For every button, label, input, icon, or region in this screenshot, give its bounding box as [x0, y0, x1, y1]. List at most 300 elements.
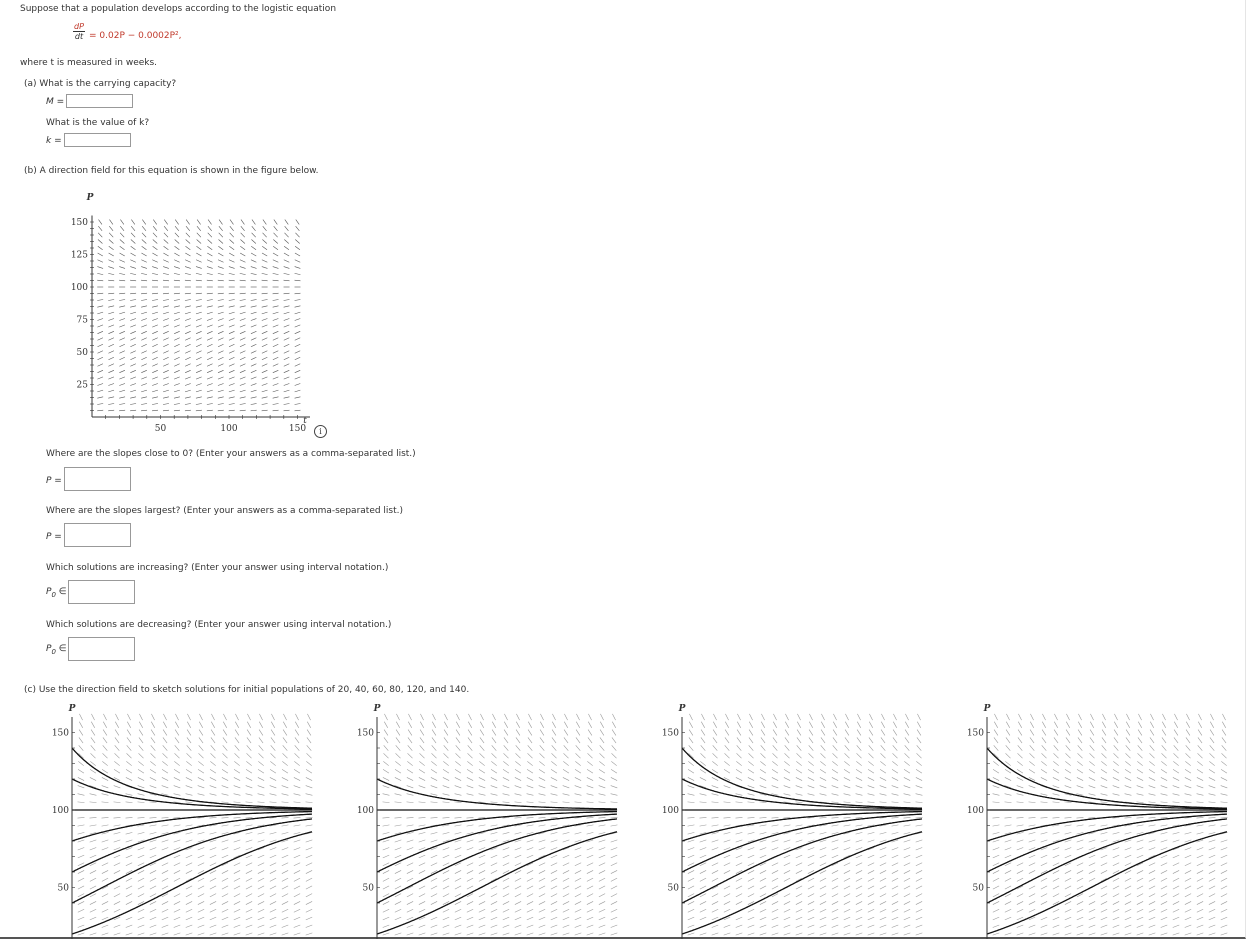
slope-segment: [820, 817, 827, 818]
slope-segment: [152, 293, 158, 294]
slope-segment: [905, 737, 909, 743]
slope-segment: [1185, 933, 1192, 935]
slopes-largest-input[interactable]: [64, 523, 131, 547]
slope-segment: [1221, 817, 1228, 818]
slope-segment: [395, 794, 402, 796]
slope-segment: [712, 917, 718, 920]
slope-segment: [1197, 933, 1204, 935]
slope-segment: [294, 933, 301, 935]
slope-segment: [218, 246, 223, 250]
slope-segment: [724, 832, 731, 834]
slope-segment: [163, 397, 169, 398]
slope-segment: [431, 761, 436, 765]
slope-segment: [540, 730, 544, 736]
slope-segment: [1137, 761, 1142, 765]
slope-segment: [120, 220, 123, 225]
slope-segment: [306, 761, 311, 765]
slope-segment: [551, 825, 558, 826]
slope-segment: [551, 753, 556, 758]
slope-segment: [78, 855, 84, 858]
slope-segment: [724, 925, 731, 928]
slope-segment: [892, 917, 898, 920]
solution-curve: [987, 748, 1227, 808]
slope-segment: [234, 817, 241, 818]
slope-segment: [599, 863, 605, 866]
slope-segment: [282, 802, 289, 803]
slope-segment: [1054, 730, 1058, 736]
slope-segment: [285, 220, 288, 225]
slope-segment: [772, 761, 777, 765]
slope-segment: [273, 325, 279, 327]
slope-segment: [98, 220, 101, 225]
slope-segment: [575, 794, 582, 796]
slope-segment: [163, 410, 169, 411]
slope-segment: [1185, 878, 1191, 881]
slope-segment: [820, 761, 825, 765]
slopes-zero-input[interactable]: [64, 467, 131, 491]
slope-segment: [456, 737, 460, 743]
slope-segment: [120, 226, 124, 231]
slope-segment: [294, 886, 300, 889]
carrying-capacity-input[interactable]: [66, 94, 133, 108]
slope-segment: [108, 267, 114, 269]
slope-segment: [127, 722, 130, 728]
slope-segment: [845, 730, 849, 736]
slope-segment: [468, 745, 473, 750]
slope-segment: [1198, 730, 1202, 736]
slope-segment: [611, 870, 617, 873]
slope-segment: [1018, 737, 1022, 743]
slope-segment: [1161, 825, 1168, 826]
slope-segment: [174, 299, 180, 300]
slope-segment: [199, 730, 203, 736]
slope-segment: [1209, 786, 1216, 788]
slope-segment: [235, 722, 238, 728]
slope-segment: [222, 878, 228, 881]
slope-segment: [916, 794, 923, 796]
slope-segment: [1222, 730, 1226, 736]
slope-segment: [993, 933, 1000, 935]
slope-segment: [1005, 847, 1012, 850]
slope-segment: [892, 886, 898, 889]
solution-option-4[interactable]: [955, 700, 1235, 939]
slope-segment: [240, 344, 245, 347]
slope-segment: [1221, 769, 1227, 773]
slope-segment: [229, 364, 234, 366]
slope-segment: [198, 925, 205, 928]
slope-segment: [1149, 878, 1155, 881]
slope-segment: [163, 331, 169, 333]
slope-segment: [307, 745, 312, 750]
slope-segment: [130, 377, 136, 379]
slope-segment: [163, 357, 168, 360]
slope-segment: [503, 847, 510, 850]
slope-segment: [163, 351, 168, 354]
slope-segment: [294, 761, 299, 765]
slope-segment: [796, 753, 801, 758]
where-text: where t is measured in weeks.: [20, 58, 158, 68]
slope-segment: [1053, 855, 1059, 858]
slope-segment: [103, 730, 107, 736]
slope-segment: [772, 769, 778, 773]
slope-segment: [108, 260, 113, 262]
slope-segment: [295, 377, 301, 379]
slope-segment: [1017, 817, 1024, 818]
slope-segment: [527, 870, 533, 873]
slope-segment: [207, 306, 213, 307]
slope-segment: [1029, 769, 1035, 773]
slope-segment: [210, 794, 217, 796]
slope-segment: [211, 737, 215, 743]
slope-segment: [139, 730, 143, 736]
slope-segment: [211, 730, 215, 736]
slope-segment: [551, 878, 557, 881]
slopes-largest-label: P =: [46, 532, 62, 542]
slope-segment: [737, 714, 740, 720]
slope-segment: [1137, 832, 1144, 834]
slope-segment: [575, 855, 581, 858]
slope-segment: [724, 847, 731, 850]
slope-segment: [551, 855, 557, 858]
slope-segment: [126, 769, 132, 773]
slope-segment: [1161, 863, 1167, 866]
slope-segment: [270, 761, 275, 765]
slope-segment: [262, 267, 268, 269]
slope-segment: [162, 753, 167, 758]
slope-segment: [749, 745, 754, 750]
slope-segment: [284, 318, 290, 320]
slope-segment: [207, 273, 213, 274]
slope-segment: [196, 344, 201, 347]
slope-segment: [259, 745, 264, 750]
slope-segment: [820, 753, 825, 758]
slope-segment: [1017, 794, 1024, 796]
slope-segment: [612, 745, 617, 750]
slope-segment: [881, 745, 886, 750]
slope-segment: [1030, 722, 1033, 728]
slope-segment: [383, 777, 389, 780]
slope-segment: [1101, 786, 1108, 788]
slope-segment: [196, 331, 202, 333]
slopes-zero-label: P =: [46, 476, 62, 486]
slope-segment: [1017, 753, 1022, 758]
slope-segment: [468, 714, 471, 720]
increasing-interval-input[interactable]: [68, 580, 135, 604]
slope-segment: [240, 397, 246, 398]
slope-segment: [856, 933, 863, 935]
slope-segment: [1101, 761, 1106, 765]
slope-segment: [1161, 855, 1167, 858]
slope-segment: [262, 344, 267, 347]
slope-segment: [196, 410, 202, 411]
slope-segment: [1053, 886, 1059, 889]
slope-segment: [262, 410, 268, 411]
slope-segment: [700, 817, 707, 818]
slope-segment: [515, 769, 521, 773]
slope-segment: [455, 802, 462, 803]
slope-segment: [186, 863, 192, 866]
slope-segment: [785, 722, 788, 728]
slope-segment: [467, 933, 474, 935]
slope-segment: [383, 753, 388, 758]
slope-segment: [576, 730, 580, 736]
slope-segment: [564, 730, 568, 736]
slope-segment: [880, 909, 886, 912]
slope-segment: [251, 325, 257, 327]
solution-option-1[interactable]: [40, 700, 320, 939]
slope-segment: [1197, 802, 1204, 803]
slope-segment: [97, 377, 103, 379]
slope-segment: [284, 267, 290, 269]
slope-segment: [724, 825, 731, 826]
slope-segment: [222, 855, 228, 858]
slope-segment: [443, 802, 450, 803]
slope-segment: [1186, 730, 1190, 736]
slope-segment: [599, 933, 606, 935]
slope-segment: [1221, 870, 1227, 873]
slope-segment: [198, 894, 204, 897]
slope-segment: [240, 331, 246, 333]
slope-segment: [295, 273, 301, 274]
slope-segment: [587, 794, 594, 796]
slope-segment: [551, 847, 558, 850]
slope-segment: [251, 390, 257, 392]
slope-segment: [1221, 777, 1227, 780]
slope-segment: [688, 794, 695, 796]
equation-fraction: [73, 22, 85, 41]
slope-segment: [131, 253, 136, 256]
slope-segment: [844, 840, 851, 842]
info-icon[interactable]: i: [314, 425, 327, 438]
slope-segment: [1125, 769, 1131, 773]
slope-segment: [1089, 909, 1095, 912]
slope-segment: [141, 260, 146, 262]
slope-segment: [119, 364, 124, 366]
slope-segment: [306, 769, 312, 773]
slope-segment: [551, 794, 558, 796]
slope-segment: [796, 825, 803, 826]
slope-segment: [527, 777, 533, 780]
slope-segment: [700, 794, 707, 796]
slope-segment: [576, 737, 580, 743]
slope-segment: [688, 769, 694, 773]
solution-option-2[interactable]: [345, 700, 625, 939]
slope-segment: [114, 855, 120, 858]
slope-segment: [1221, 753, 1226, 758]
slope-segment: [222, 761, 227, 765]
slope-segment: [273, 370, 279, 372]
slope-segment: [1017, 933, 1024, 935]
slope-segment: [1041, 917, 1047, 920]
slope-segment: [748, 917, 754, 920]
slope-segment: [246, 870, 252, 873]
slope-segment: [152, 273, 158, 274]
slope-segment: [126, 802, 133, 803]
slope-segment: [539, 753, 544, 758]
slope-segment: [431, 794, 438, 796]
slope-segment: [198, 761, 203, 765]
slope-segment: [1125, 786, 1132, 788]
slope-segment: [1197, 886, 1203, 889]
slope-segment: [258, 863, 264, 866]
slope-segment: [467, 925, 474, 928]
solution-curve: [987, 819, 1227, 903]
slope-segment: [185, 260, 190, 262]
slope-segment: [515, 909, 521, 912]
slope-segment: [845, 745, 850, 750]
slope-segment: [1078, 737, 1082, 743]
slope-segment: [294, 777, 300, 780]
slope-segment: [130, 306, 136, 307]
slope-segment: [539, 870, 545, 873]
slope-segment: [162, 925, 169, 928]
slope-segment: [270, 878, 276, 881]
slope-segment: [1125, 863, 1131, 866]
slope-segment: [419, 886, 425, 889]
slope-segment: [119, 331, 125, 333]
slope-segment: [1125, 917, 1131, 920]
slope-segment: [282, 863, 288, 866]
slope-segment: [712, 901, 718, 904]
slope-segment: [431, 777, 437, 780]
slope-segment: [270, 894, 276, 897]
slope-segment: [808, 925, 815, 928]
slope-segment: [772, 786, 779, 788]
slope-segment: [844, 847, 851, 850]
slope-segment: [273, 267, 279, 269]
slope-segment: [1029, 909, 1035, 912]
slope-segment: [880, 847, 887, 850]
slope-segment: [97, 267, 103, 269]
slope-segment: [295, 312, 301, 314]
slope-segment: [748, 863, 754, 866]
slope-segment: [186, 909, 192, 912]
slope-segment: [1125, 832, 1132, 834]
slope-segment: [273, 364, 278, 366]
slope-segment: [251, 397, 257, 398]
slope-segment: [1137, 870, 1143, 873]
slope-segment: [185, 273, 191, 274]
slope-segment: [904, 855, 910, 858]
slope-segment: [383, 847, 390, 850]
slope-segment: [78, 817, 85, 818]
slope-segment: [262, 364, 267, 366]
slope-segment: [1209, 878, 1215, 881]
decreasing-interval-input[interactable]: [68, 637, 135, 661]
slope-segment: [162, 933, 169, 935]
slope-segment: [892, 777, 898, 780]
slope-segment: [869, 737, 873, 743]
slope-segment: [235, 745, 240, 750]
slope-segment: [539, 917, 545, 920]
slope-segment: [102, 840, 109, 842]
solution-option-3[interactable]: [650, 700, 930, 939]
slope-segment: [175, 722, 178, 728]
y-tick-label: 125: [70, 250, 88, 261]
slope-segment: [108, 364, 113, 366]
k-value-input[interactable]: [64, 133, 131, 147]
y-tick-label: 50: [57, 883, 69, 894]
slope-segment: [479, 817, 486, 818]
slope-segment: [185, 253, 190, 256]
slope-segment: [527, 933, 534, 935]
slope-segment: [1125, 817, 1132, 818]
slope-segment: [1089, 925, 1096, 928]
slope-segment: [262, 338, 267, 340]
slope-segment: [993, 802, 1000, 803]
slope-segment: [1113, 863, 1119, 866]
slope-segment: [207, 246, 212, 250]
slope-segment: [587, 870, 593, 873]
slope-segment: [282, 886, 288, 889]
solution-curve: [682, 819, 922, 903]
slope-segment: [295, 293, 301, 294]
slope-segment: [797, 730, 801, 736]
slope-segment: [196, 318, 202, 320]
slope-segment: [1005, 933, 1012, 935]
slope-segment: [1077, 847, 1084, 850]
slope-segment: [164, 239, 168, 243]
slope-segment: [796, 886, 802, 889]
slope-segment: [1029, 894, 1035, 897]
slope-segment: [688, 761, 693, 765]
slope-segment: [408, 745, 413, 750]
slope-segment: [1209, 794, 1216, 796]
slope-segment: [611, 847, 618, 850]
slope-segment: [185, 364, 190, 366]
slope-segment: [527, 817, 534, 818]
slope-segment: [130, 338, 135, 340]
solution-curve: [72, 779, 312, 809]
slope-segment: [1174, 714, 1177, 720]
slope-segment: [432, 745, 437, 750]
slope-segment: [108, 397, 114, 398]
slope-segment: [306, 817, 313, 818]
slope-segment: [479, 933, 486, 935]
slope-segment: [119, 403, 125, 404]
slope-segment: [1197, 863, 1203, 866]
slope-segment: [199, 745, 204, 750]
slope-segment: [480, 745, 485, 750]
slope-segment: [808, 777, 814, 780]
y-tick-label: 100: [661, 806, 679, 816]
slope-segment: [1089, 753, 1094, 758]
slope-segment: [419, 863, 425, 866]
slope-segment: [1138, 714, 1141, 720]
slope-segment: [1053, 917, 1059, 920]
slope-segment: [163, 383, 169, 385]
slope-segment: [240, 318, 246, 320]
slope-segment: [258, 786, 265, 788]
slope-segment: [724, 894, 730, 897]
slope-segment: [993, 832, 1000, 834]
slope-segment: [185, 325, 191, 327]
slope-segment: [575, 802, 582, 803]
slope-segment: [993, 786, 1000, 788]
slope-segment: [1210, 737, 1214, 743]
slope-segment: [856, 863, 862, 866]
slope-segment: [832, 894, 838, 897]
slope-segment: [196, 273, 202, 274]
slope-segment: [1041, 777, 1047, 780]
slope-segment: [611, 894, 617, 897]
slope-segment: [174, 312, 180, 314]
slope-segment: [246, 909, 252, 912]
slope-segment: [904, 777, 910, 780]
slope-segment: [294, 769, 300, 773]
slope-segment: [527, 878, 533, 881]
slope-segment: [1017, 802, 1024, 803]
